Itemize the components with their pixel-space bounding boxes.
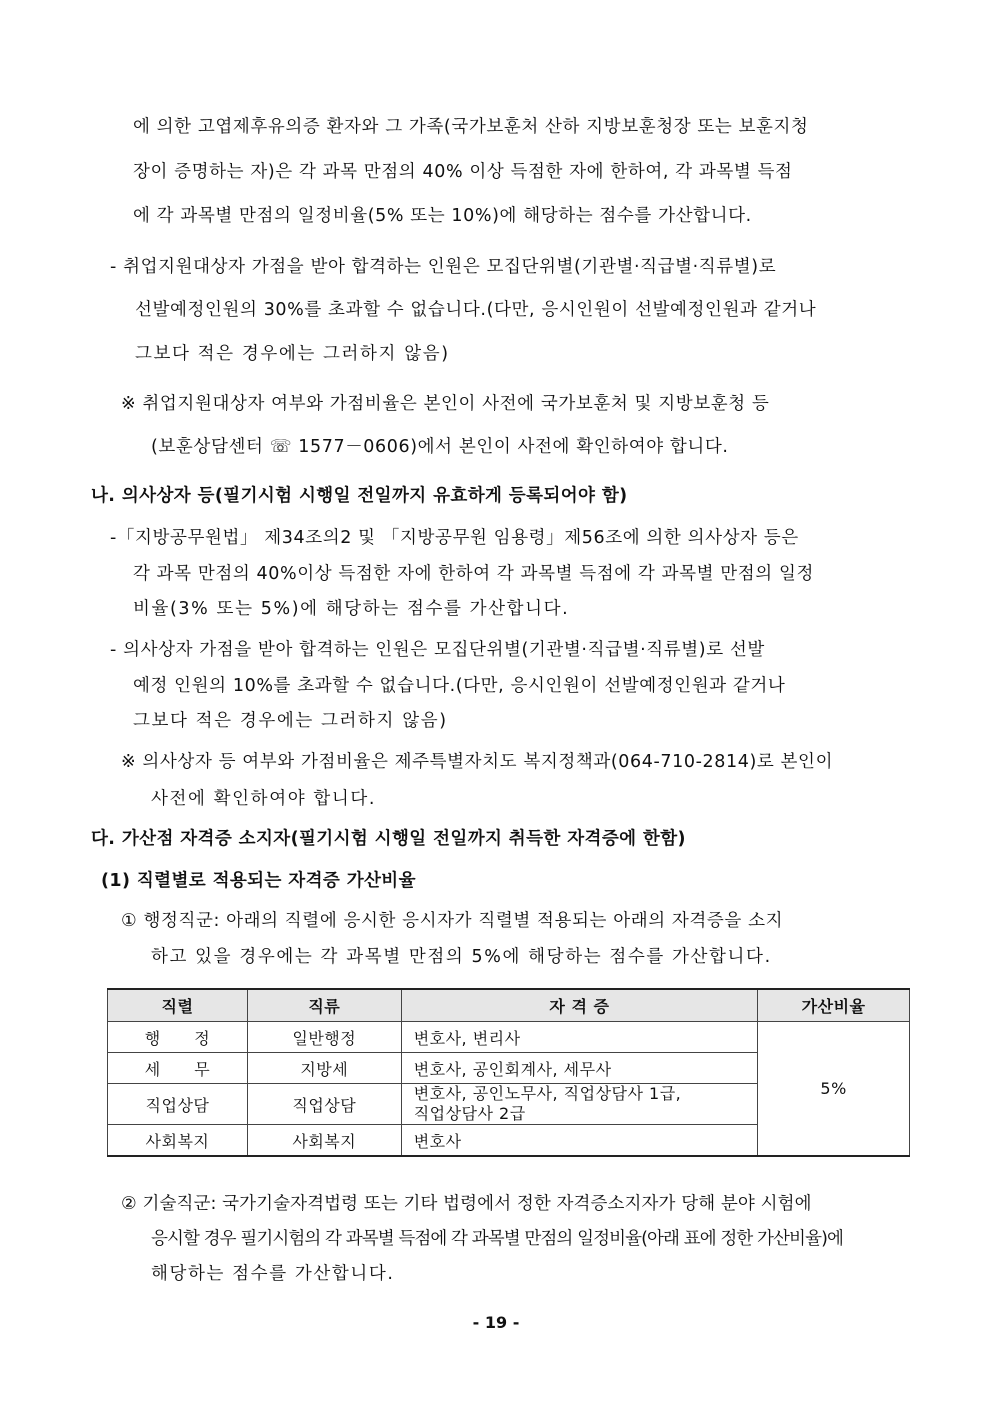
bullet-line: - 의사상자 가점을 받아 합격하는 인원은 모집단위별(기관별·직급별·직류별)로 선발 bbox=[110, 640, 765, 660]
item-line: 해당하는 점수를 가산합니다. bbox=[151, 1264, 395, 1284]
header-series: 직렬 bbox=[108, 989, 248, 1022]
para-line: 각 과목 만점의 40%이상 득점한 자에 한하여 각 과목별 득점에 각 과목별 만점의 일정 bbox=[133, 564, 814, 584]
note-line: ※ 의사상자 등 여부와 가점비율은 제주특별자치도 복지정책과(064-710-2814)로 본인이 bbox=[121, 752, 834, 772]
cell-certificate-line: 직업상담사 2급 bbox=[413, 1104, 526, 1123]
cell-series: 세 무 bbox=[108, 1053, 248, 1084]
header-rate: 가산비율 bbox=[758, 989, 910, 1022]
para-line: 장이 증명하는 자)은 각 과목 만점의 40% 이상 득점한 자에 한하여, 각 과목별 득점 bbox=[133, 162, 793, 182]
item-line: 응시할 경우 필기시험의 각 과목별 득점에 각 과목별 만점의 일정비율(아래 표에 정한 가산비율)에 bbox=[151, 1229, 844, 1249]
para-line: 에 각 과목별 만점의 일정비율(5% 또는 10%)에 해당하는 점수를 가산합니다. bbox=[133, 206, 752, 226]
cell-series: 사회복지 bbox=[108, 1125, 248, 1157]
para-line: 비율(3% 또는 5%)에 해당하는 점수를 가산합니다. bbox=[133, 599, 570, 619]
para-line: 선발예정인원의 30%를 초과할 수 없습니다.(다만, 응시인원이 선발예정인원과 같거나 bbox=[135, 300, 817, 320]
cell-class: 직업상담 bbox=[247, 1084, 401, 1125]
cell-class: 지방세 bbox=[247, 1053, 401, 1084]
cell-certificate: 변호사, 변리사 bbox=[401, 1022, 757, 1053]
cell-certificate-line: 변호사, 공인노무사, 직업상담사 1급, bbox=[413, 1084, 682, 1103]
note-line: (보훈상담센터 ☏ 1577－0606)에서 본인이 사전에 확인하여야 합니다. bbox=[151, 437, 729, 457]
cell-series: 행 정 bbox=[108, 1022, 248, 1053]
table-row bbox=[108, 1022, 910, 1053]
cell-certificate bbox=[401, 1084, 757, 1125]
para-line: 에 의한 고엽제후유의증 환자와 그 가족(국가보훈처 산하 지방보훈청장 또는 보훈지청 bbox=[133, 117, 809, 137]
cell-class: 사회복지 bbox=[247, 1125, 401, 1157]
subsection-heading: (1) 직렬별로 적용되는 자격증 가산비율 bbox=[101, 871, 416, 891]
para-line: 그보다 적은 경우에는 그러하지 않음) bbox=[135, 344, 450, 364]
item-line: ② 기술직군: 국가기술자격법령 또는 기타 법령에서 정한 자격증소지자가 당해 분야 시험에 bbox=[121, 1194, 812, 1214]
cell-certificate: 변호사, 공인회계사, 세무사 bbox=[401, 1053, 757, 1084]
para-line: 예정 인원의 10%를 초과할 수 없습니다.(다만, 응시인원이 선발예정인원과 같거나 bbox=[133, 676, 786, 696]
section-heading: 나. 의사상자 등(필기시험 시행일 전일까지 유효하게 등록되어야 함) bbox=[91, 486, 628, 506]
item-line: 하고 있을 경우에는 각 과목별 만점의 5%에 해당하는 점수를 가산합니다. bbox=[151, 947, 772, 967]
section-heading: 다. 가산점 자격증 소지자(필기시험 시행일 전일까지 취득한 자격증에 한함) bbox=[91, 829, 686, 849]
para-line: 그보다 적은 경우에는 그러하지 않음) bbox=[133, 711, 448, 731]
bullet-line: -「지방공무원법」 제34조의2 및 「지방공무원 임용령」제56조에 의한 의사상자 등은 bbox=[110, 528, 799, 548]
cell-rate: 5% bbox=[758, 1022, 910, 1157]
cell-class: 일반행정 bbox=[247, 1022, 401, 1053]
note-line: 사전에 확인하여야 합니다. bbox=[151, 789, 377, 809]
item-line: ① 행정직군: 아래의 직렬에 응시한 응시자가 직렬별 적용되는 아래의 자격증을 소지 bbox=[121, 911, 784, 931]
header-certificate: 자 격 증 bbox=[401, 989, 757, 1022]
cell-series: 직업상담 bbox=[108, 1084, 248, 1125]
bullet-line: - 취업지원대상자 가점을 받아 합격하는 인원은 모집단위별(기관별·직급별·직류별)로 bbox=[110, 257, 777, 277]
cell-certificate: 변호사 bbox=[401, 1125, 757, 1157]
table-header-row bbox=[108, 989, 910, 1022]
note-line: ※ 취업지원대상자 여부와 가점비율은 본인이 사전에 국가보훈처 및 지방보훈청 등 bbox=[121, 394, 770, 414]
page-number: - 19 - bbox=[472, 1313, 520, 1332]
header-class: 직류 bbox=[247, 989, 401, 1022]
certificate-table bbox=[107, 988, 910, 1157]
